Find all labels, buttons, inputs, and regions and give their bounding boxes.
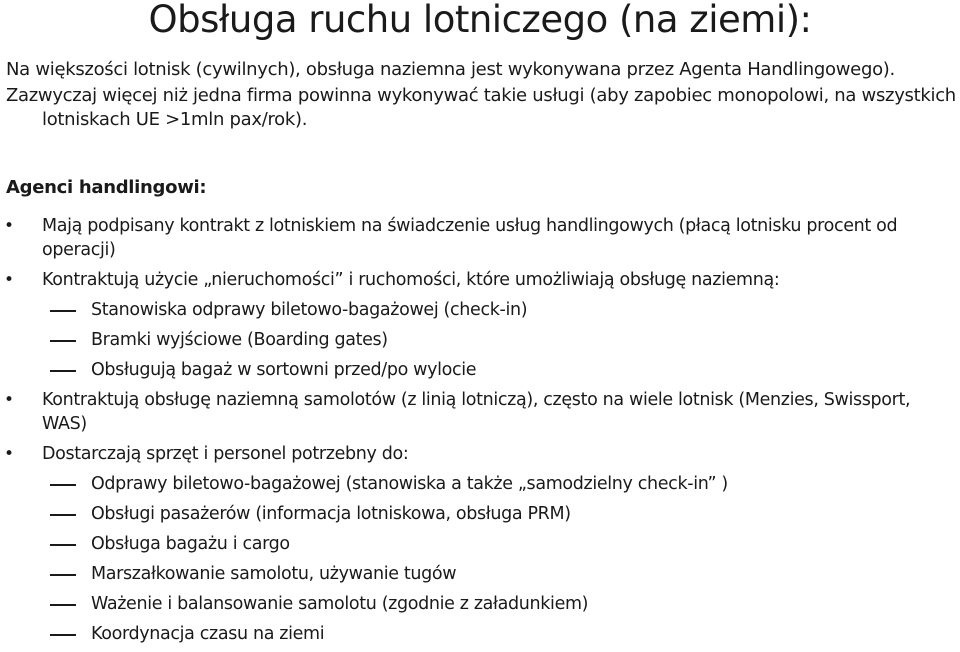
dash-icon — [50, 514, 76, 516]
sub-list-item-text: Obsługi pasażerów (informacja lotniskowa, obsługa PRM) — [91, 504, 571, 524]
list-item-text: Kontraktują obsługę naziemną samolotów (z linią lotniczą), często na wiele lotnisk (Menzies, Swissport, WAS) — [42, 390, 911, 434]
sub-list-item-text: Odprawy biletowo-bagażowej (stanowiska a także „samodzielny check-in” ) — [91, 474, 728, 494]
sub-list-item-text: Obsługują bagaż w sortowni przed/po wylocie — [91, 360, 477, 380]
dash-icon — [50, 604, 76, 606]
sub-list-item-text: Stanowiska odprawy biletowo-bagażowej (check-in) — [91, 300, 528, 320]
bullet-icon: • — [4, 390, 14, 410]
sub-list-item — [0, 358, 960, 382]
bullet-icon: • — [4, 216, 14, 236]
sub-list-item — [0, 502, 960, 526]
dash-icon — [50, 544, 76, 546]
section-heading: Agenci handlingowi: — [6, 177, 207, 198]
sub-list-item — [0, 622, 960, 646]
page-title: Obsługa ruchu lotniczego (na ziemi): — [148, 0, 812, 41]
sub-list-item-text: Marszałkowanie samolotu, używanie tugów — [91, 564, 457, 584]
dash-icon — [50, 574, 76, 576]
bullet-list — [0, 214, 960, 652]
dash-icon — [50, 634, 76, 636]
sub-list-item-text: Ważenie i balansowanie samolotu (zgodnie z załadunkiem) — [91, 594, 589, 614]
dash-icon — [50, 484, 76, 486]
list-item-text: Kontraktują użycie „nieruchomości” i ruchomości, które umożliwiają obsługę naziemną: — [42, 270, 780, 290]
sub-list-item — [0, 298, 960, 322]
list-item — [0, 268, 960, 292]
dash-icon — [50, 340, 76, 342]
list-item-text: Dostarczają sprzęt i personel potrzebny do: — [42, 444, 409, 464]
list-item — [0, 442, 960, 466]
sub-list-item-text: Bramki wyjściowe (Boarding gates) — [91, 330, 388, 350]
sub-list-item-text: Obsługa bagażu i cargo — [91, 534, 290, 554]
sub-list-item-text: Koordynacja czasu na ziemi — [91, 624, 325, 644]
dash-icon — [50, 370, 76, 372]
bullet-icon: • — [4, 444, 14, 464]
list-item — [0, 214, 960, 262]
dash-icon — [50, 310, 76, 312]
sub-list-item — [0, 328, 960, 352]
intro-paragraph: Zazwyczaj więcej niż jedna firma powinna wykonywać takie usługi (aby zapobiec monopolowi, na wszystkich lotniskach UE >1mln pax/rok). — [6, 85, 956, 130]
list-item-text: Mają podpisany kontrakt z lotniskiem na świadczenie usług handlingowych (płacą lotnisku procent od operacji) — [42, 216, 898, 260]
sub-list-item — [0, 472, 960, 496]
sub-list-item — [0, 592, 960, 616]
sub-list-item — [0, 532, 960, 556]
intro-text — [6, 58, 956, 132]
intro-paragraph: Na większości lotnisk (cywilnych), obsługa naziemna jest wykonywana przez Agenta Handlingowego). — [6, 59, 895, 80]
sub-list-item — [0, 562, 960, 586]
bullet-icon: • — [4, 270, 14, 290]
list-item — [0, 388, 960, 436]
